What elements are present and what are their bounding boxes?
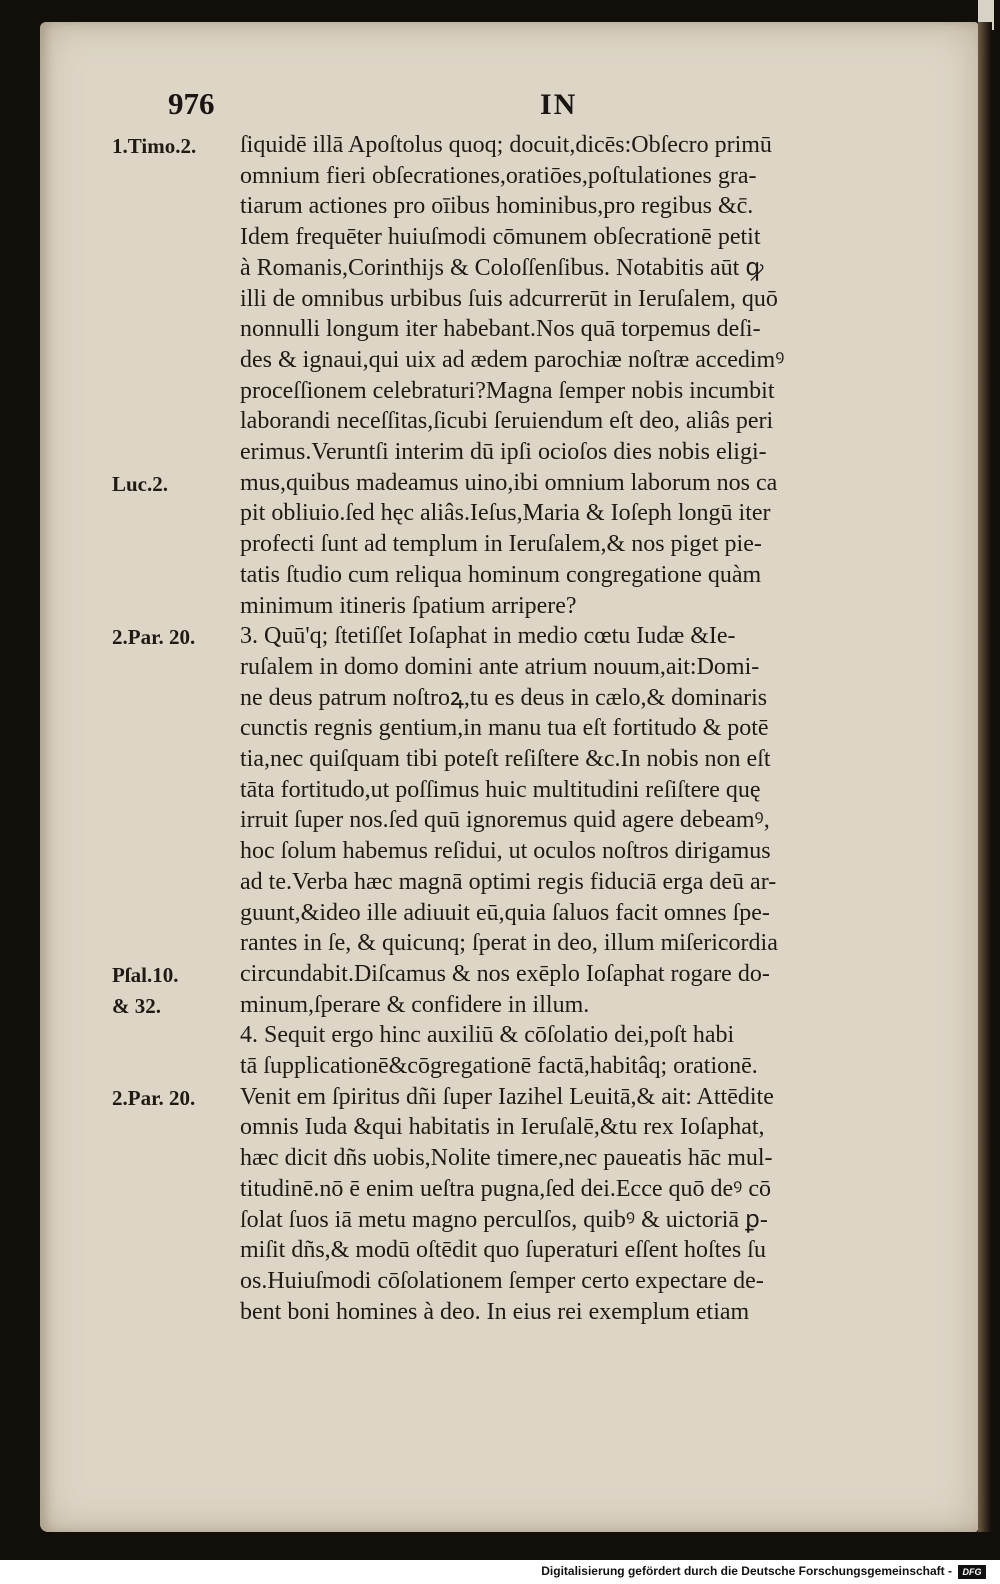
- text-line: circundabit.Diſcamus & nos exēplo Ioſaphat rogare do-: [240, 960, 770, 987]
- text-line: rantes in ſe, & quicunq; ſperat in deo, illum miſericordia: [240, 930, 778, 957]
- text-line: tāta fortitudo,ut poſſimus huic multitudini reſiſtere quę: [240, 776, 761, 803]
- text-line: irruit ſuper nos.ſed quū ignoremus quid agere debeamꝰ,: [240, 807, 770, 834]
- text-line: proceſſionem celebraturi?Magna ſemper nobis incumbit: [240, 377, 775, 404]
- text-line: os.Huiuſmodi cōſolationem ſemper certo expectare de-: [240, 1267, 764, 1294]
- text-line: bent boni homines à deo. In eius rei exemplum etiam: [240, 1298, 750, 1325]
- text-line: ſolat ſuos iā metu magno perculſos, quibꝰ & uictoriā ꝑ-: [240, 1206, 768, 1233]
- text-line: mus,quibus madeamus uino,ibi omnium laborum nos ca: [240, 469, 778, 496]
- text-line: hoc ſolum habemus reſidui, ut oculos noſtros dirigamus: [240, 838, 771, 865]
- dfg-logo: DFG: [958, 1565, 986, 1579]
- text-line: minum,ſperare & confidere in illum.: [240, 991, 590, 1018]
- text-line: des & ignaui,qui uix ad ædem parochiæ noſtræ accedimꝰ: [240, 346, 785, 373]
- margin-note: & 32.: [112, 993, 161, 1018]
- text-line: pit obliuio.ſed hęc aliâs.Ieſus,Maria & Ioſeph longū iter: [240, 500, 771, 527]
- text-line: ad te.Verba hæc magnā optimi regis fiduciā erga deū ar-: [240, 868, 777, 895]
- text-line: minimum itineris ſpatium arripere?: [240, 592, 577, 619]
- margin-note: 2.Par. 20.: [112, 1085, 196, 1110]
- margin-note: 2.Par. 20.: [112, 625, 196, 650]
- page-header: [0, 86, 1000, 126]
- text-line: omnis Iuda &qui habitatis in Ieruſalē,&tu rex Ioſaphat,: [240, 1114, 765, 1141]
- text-line: tā ſupplicationē&cōgregationē factā,habitâq; orationē.: [240, 1053, 758, 1079]
- text-line: illi de omnibus urbibus ſuis adcurrerūt in Ieruſalem, quō: [240, 285, 778, 312]
- text-line: laborandi neceſſitas,ſicubi ſeruiendum eſt deo, aliâs peri: [240, 408, 774, 435]
- margin-note: 1.Timo.2.: [112, 134, 197, 158]
- text-line: nonnulli longum iter habebant.Nos quā torpemus deſi-: [240, 316, 761, 343]
- margin-note: Pſal.10.: [112, 962, 179, 987]
- text-line: Venit em ſpiritus dñi ſuper Iazihel Leuitā,& ait: Attēdite: [240, 1083, 774, 1110]
- text-line: omnium fieri obſecrationes,oratiōes,poſtulationes gra-: [240, 162, 757, 189]
- text-line: cunctis regnis gentium,in manu tua eſt fortitudo & potē: [240, 715, 769, 742]
- running-title: IN: [540, 88, 578, 121]
- footer-bar: [0, 1560, 1000, 1584]
- text-line: tatis ſtudio cum reliqua hominum congregatione quàm: [240, 561, 762, 588]
- text-line: Idem frequēter huiuſmodi cōmunem obſecrationē petit: [240, 224, 761, 251]
- page-edge: [978, 22, 992, 1532]
- text-line: guunt,&ideo ille adiuuit eū,quia ſaluos facit omnes ſpe-: [240, 899, 770, 926]
- text-line: miſit dñs,& modū oſtēdit quo ſuperaturi eſſent hoſtes ſu: [240, 1237, 766, 1264]
- funding-credit: Digitalisierung gefördert durch die Deutsche Forschungsgemeinschaft -: [541, 1564, 952, 1578]
- text-line: hæc dicit dñs uobis,Nolite timere,nec paueatis hāc mul-: [240, 1145, 773, 1172]
- text-line: erimus.Veruntſi interim dū ipſi ocioſos dies nobis eligi-: [240, 439, 767, 465]
- text-line: ruſalem in domo domini ante atrium nouum,ait:Domi-: [240, 653, 760, 680]
- text-line: 4. Sequit ergo hinc auxiliū & cōſolatio dei,poſt habi: [240, 1022, 735, 1049]
- page-number: 976: [168, 86, 215, 121]
- text-line: ne deus patrum noſtroꝝ,tu es deus in cælo,& dominaris: [240, 684, 768, 711]
- text-line: tia,nec quiſquam tibi poteſt reſiſtere &c.In nobis non eſt: [240, 746, 771, 772]
- text-line: tiarum actiones pro oīibus hominibus,pro regibus &c̄.: [240, 193, 754, 220]
- text-line: ſiquidē illā Apoſtolus quoq; docuit,dicēs:Obſecro primū: [240, 132, 772, 158]
- text-line: titudinē.nō ē enim ueſtra pugna,ſed dei.Ecce quō deꝰ cō: [240, 1175, 771, 1202]
- text-line: à Romanis,Corinthijs & Coloſſenſibus. Notabitis aūt ꝙ: [240, 254, 764, 281]
- text-line: 3. Quū'q; ſtetiſſet Ioſaphat in medio cœtu Iudæ &Ie-: [240, 623, 736, 650]
- text-line: profecti ſunt ad templum in Ieruſalem,& nos piget pie-: [240, 531, 762, 558]
- margin-note: Luc.2.: [112, 471, 169, 496]
